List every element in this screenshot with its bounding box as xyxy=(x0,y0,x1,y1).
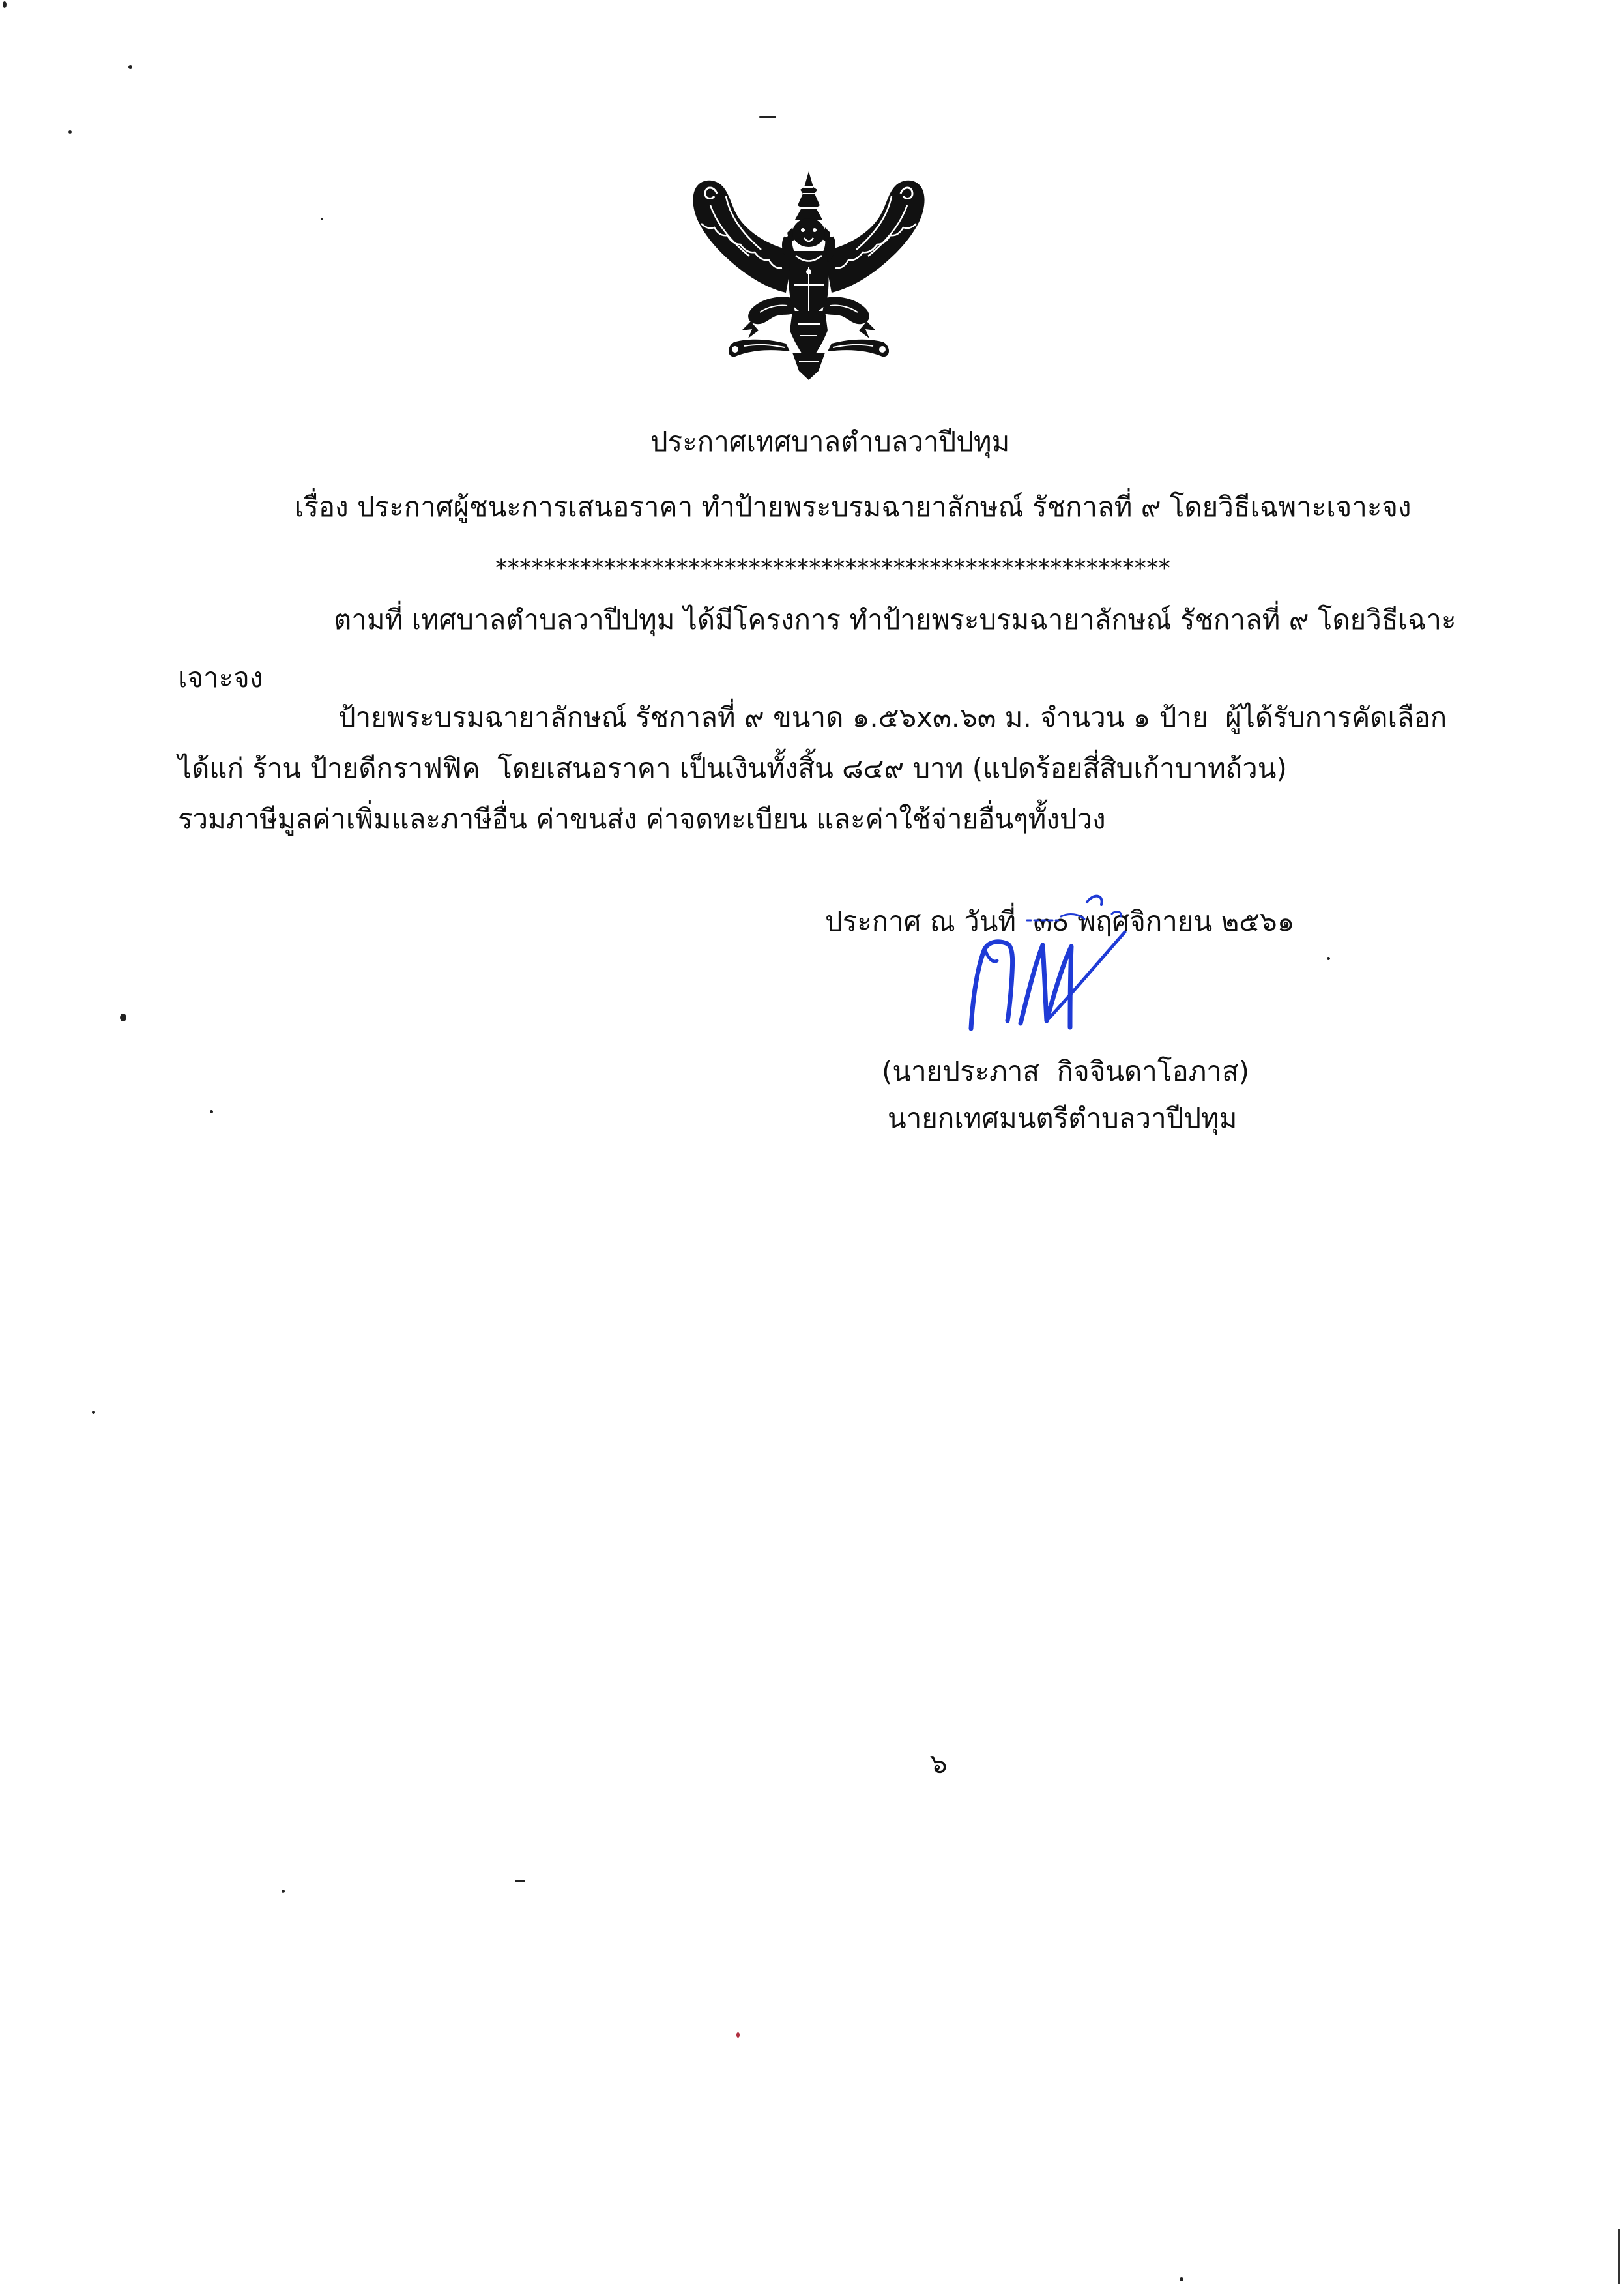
scan-speck xyxy=(120,1014,126,1021)
body-line: ได้แก่ ร้าน ป้ายดีกราฟฟิค โดยเสนอราคา เป็นเงินทั้งสิ้น ๘๔๙ บาท (แปดร้อยสี่สิบเก้าบาทถ้วน) xyxy=(178,752,1287,784)
scan-speck xyxy=(92,1411,95,1414)
signatory-title: นายกเทศมนตรีตำบลวาปีปทุม xyxy=(888,1102,1238,1134)
scan-speck xyxy=(3,1,7,8)
signatory-name: (นายประภาส กิจจินดาโอภาส) xyxy=(882,1055,1249,1087)
announcement-subject: เรื่อง ประกาศผู้ชนะการเสนอราคา ทำป้ายพระบรมฉายาลักษณ์ รัชกาลที่ ๙ โดยวิธีเฉพาะเจาะจง xyxy=(295,491,1412,523)
scan-speck xyxy=(68,130,72,134)
scan-speck xyxy=(282,1890,285,1893)
scan-speck xyxy=(1327,957,1330,960)
emblem-left-side xyxy=(693,181,800,357)
emblem-center xyxy=(789,171,829,380)
scan-speck xyxy=(210,1110,213,1113)
body-line: เจาะจง xyxy=(178,662,263,694)
page-mark: ๖ xyxy=(930,1748,948,1779)
asterisk-separator: ******************************************************** xyxy=(495,554,1170,582)
body-line: ตามที่ เทศบาลตำบลวาปีปทุม ได้มีโครงการ ทำป้ายพระบรมฉายาลักษณ์ รัชกาลที่ ๙ โดยวิธีเฉาะ xyxy=(334,604,1457,636)
body-line: ป้ายพระบรมฉายาลักษณ์ รัชกาลที่ ๙ ขนาด ๑.๕๖x๓.๖๓ ม. จำนวน ๑ ป้าย ผู้ได้รับการคัดเลือก xyxy=(338,701,1447,733)
announcement-heading: ประกาศเทศบาลตำบลวาปีปทุม xyxy=(650,426,1010,458)
scan-speck xyxy=(1180,2277,1183,2281)
scan-speck xyxy=(759,116,776,118)
scan-speck xyxy=(515,1880,525,1882)
scan-speck xyxy=(128,65,132,69)
scan-edge-line xyxy=(1618,2229,1620,2284)
body-line: รวมภาษีมูลค่าเพิ่มและภาษีอื่น ค่าขนส่ง ค่าจดทะเบียน และค่าใช้จ่ายอื่นๆทั้งปวง xyxy=(178,803,1106,835)
emblem-right-side xyxy=(817,181,925,357)
scan-speck xyxy=(321,218,323,220)
handwritten-signature xyxy=(925,886,1147,1049)
scan-speck xyxy=(736,2032,740,2038)
garuda-emblem-icon xyxy=(688,168,929,383)
announcement-date: ประกาศ ณ วันที่ ๓๐ พฤศจิกายน ๒๕๖๑ xyxy=(825,905,1295,937)
signature-strokes xyxy=(971,896,1125,1029)
